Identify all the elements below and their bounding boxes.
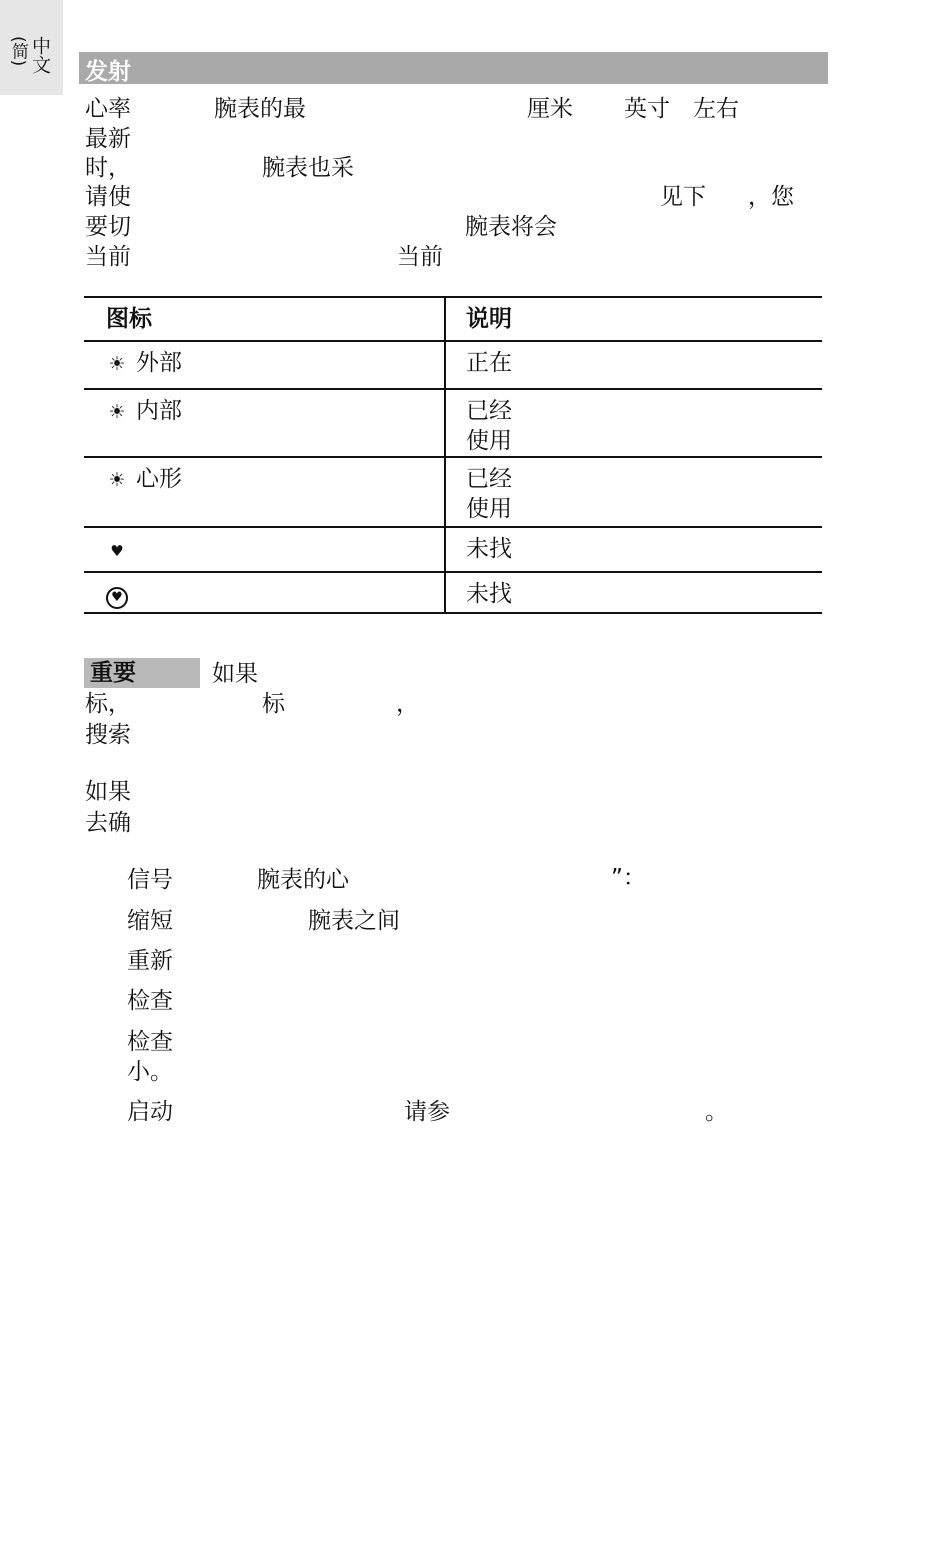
section-heading-bar bbox=[79, 52, 828, 84]
important-text: 搜索 bbox=[85, 722, 131, 748]
intro-text: 当前 bbox=[85, 244, 131, 270]
heart-sensor-icon: ☀ bbox=[108, 469, 126, 491]
intro-text: 英寸 bbox=[624, 96, 670, 122]
section-title: 发射 bbox=[85, 59, 131, 85]
list-item: 检查 bbox=[127, 988, 173, 1014]
list-item-text: 小。 bbox=[127, 1059, 173, 1085]
table-header-description: 说明 bbox=[445, 297, 822, 341]
important-text: 如果 bbox=[212, 661, 258, 687]
table-row bbox=[84, 527, 822, 572]
language-label: 中文 bbox=[29, 36, 51, 74]
external-sensor-icon: ☀ bbox=[108, 353, 126, 375]
intro-text: 要切 bbox=[85, 214, 131, 240]
row-description: 使用 bbox=[466, 428, 512, 454]
list-item: 信号 bbox=[127, 867, 173, 893]
internal-sensor-icon: ☀ bbox=[108, 401, 126, 423]
row-description: 已经 bbox=[466, 398, 512, 424]
intro-text: 请使 bbox=[85, 184, 131, 210]
important-text: ， bbox=[396, 691, 419, 717]
list-item-text: 腕表之间 bbox=[308, 908, 400, 934]
intro-text: 厘米 bbox=[527, 96, 573, 122]
important-text: 标， bbox=[85, 691, 131, 717]
icon-table bbox=[84, 296, 822, 614]
table-row bbox=[84, 572, 822, 613]
intro-text: 腕表也采 bbox=[262, 155, 354, 181]
heart-icon: ♥ bbox=[110, 542, 124, 560]
intro-text: 左右 bbox=[693, 96, 739, 122]
table-header-icon: 图标 bbox=[84, 297, 445, 341]
intro-text: 腕表将会 bbox=[465, 214, 557, 240]
intro-text: 时， bbox=[85, 155, 131, 181]
heart-circle-icon: ♥ bbox=[106, 587, 128, 609]
row-label: 内部 bbox=[136, 398, 182, 424]
row-description: 未找 bbox=[466, 536, 512, 562]
list-item: 缩短 bbox=[127, 908, 173, 934]
intro-text: 当前 bbox=[397, 244, 443, 270]
row-description: 使用 bbox=[466, 496, 512, 522]
list-item-text: 腕表的心 bbox=[257, 867, 349, 893]
language-tab bbox=[0, 0, 63, 95]
table-row bbox=[84, 389, 822, 457]
intro-text: 最新 bbox=[85, 126, 131, 152]
table-row bbox=[84, 457, 822, 527]
intro-text: 见下 bbox=[660, 184, 706, 210]
important-text: 标 bbox=[262, 691, 285, 717]
list-item: 检查 bbox=[127, 1029, 173, 1055]
row-description: 正在 bbox=[466, 350, 512, 376]
important-label: 重要 bbox=[84, 658, 200, 688]
intro-text: 腕表的最 bbox=[214, 96, 306, 122]
row-description: 已经 bbox=[466, 466, 512, 492]
list-item: 重新 bbox=[127, 948, 173, 974]
list-item: 启动 bbox=[127, 1099, 173, 1125]
table-header-row bbox=[84, 297, 822, 341]
table-row bbox=[84, 341, 822, 389]
list-item-text: 。 bbox=[705, 1099, 728, 1125]
intro-text: 心率 bbox=[85, 96, 131, 122]
list-item-text: 请参 bbox=[404, 1099, 450, 1125]
row-description: 未找 bbox=[466, 581, 512, 607]
paragraph-text: 去确 bbox=[85, 810, 131, 836]
language-variant: (简) bbox=[8, 36, 28, 67]
intro-text: ，您 bbox=[748, 184, 794, 210]
paragraph-text: 如果 bbox=[85, 779, 131, 805]
list-item-text: ”： bbox=[611, 865, 646, 891]
row-label: 外部 bbox=[136, 350, 182, 376]
row-label: 心形 bbox=[136, 466, 182, 492]
